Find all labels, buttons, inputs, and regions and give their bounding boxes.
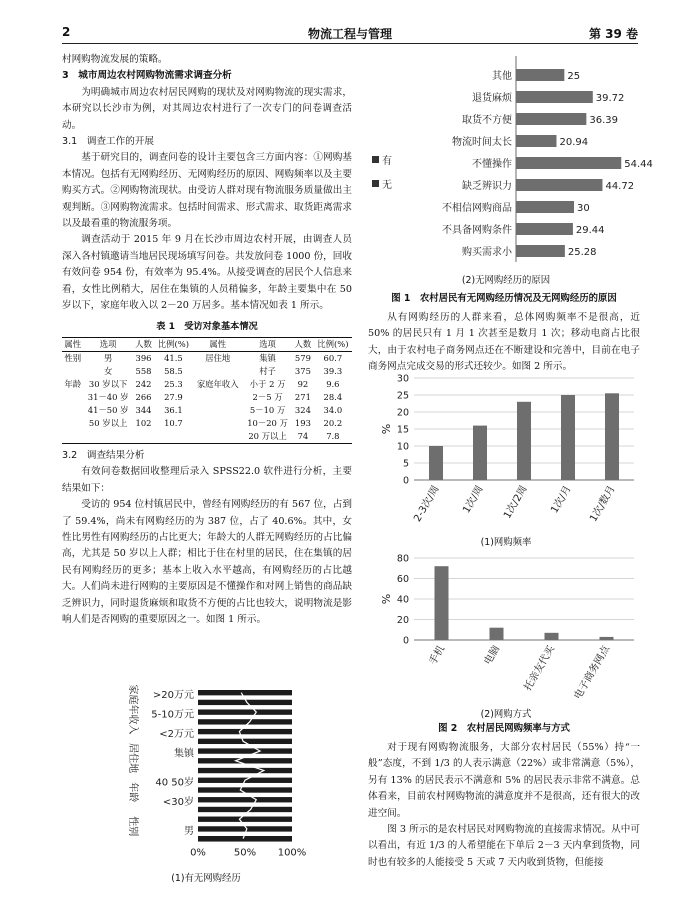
table-cell (193, 365, 243, 378)
volume-label: 第 39 卷 (588, 27, 638, 41)
table-cell: 10.7 (164, 417, 183, 428)
table-header: 选项 (243, 337, 292, 351)
table-cell: 579 (294, 352, 311, 363)
table-cell (62, 404, 84, 417)
stacked-bar (198, 787, 292, 792)
table-cell: 242 (135, 378, 152, 389)
category-label: 购买需求小 (462, 247, 512, 258)
left-column (62, 52, 352, 628)
table-1-title: 表 1 受访对象基本情况 (156, 320, 258, 332)
data-label: 29.44 (575, 225, 605, 236)
table-body (62, 351, 352, 443)
figure-2a-chart (372, 370, 640, 530)
category-label: 男 (184, 826, 194, 838)
table-cell: 25.3 (164, 378, 183, 389)
section-3-2-heading: 3.2 调查结果分析 (62, 449, 145, 461)
y-tick-label: 5 (402, 458, 409, 470)
figure-1-caption: 图 1 农村居民有无网购经历情况及无网购经历的原因 (391, 293, 617, 304)
table-cell (193, 430, 243, 444)
category-label: 取货不方便 (462, 115, 512, 126)
table-cell (193, 391, 243, 404)
journal-title: 物流工程与管理 (307, 27, 392, 41)
x-tick-label: 1次/2周 (502, 484, 530, 521)
table-cell: 2－5 万 (252, 391, 283, 402)
table-cell: 193 (294, 417, 311, 428)
data-label: 54.44 (624, 159, 653, 170)
table-cell: 村子 (259, 365, 276, 376)
table-cell: 60.7 (323, 352, 343, 363)
table-cell (84, 430, 133, 444)
group-label: 性别 (127, 816, 138, 837)
bar (516, 245, 565, 257)
table-cell: 性别 (64, 352, 82, 363)
section-3-heading: 3 城市周边农村网购物流需求调查分析 (62, 70, 232, 82)
data-label: 20.94 (559, 137, 589, 148)
table-cell: 9.6 (326, 378, 340, 389)
category-label: 不相信网购商品 (442, 203, 512, 214)
y-tick-label: 0 (402, 635, 409, 647)
table-cell (62, 365, 84, 378)
bar (516, 69, 564, 81)
paragraph: 为明确城市周边农村居民网购的现状及对网购物流的现实需求，本研究以长沙市为例，对其周边农村进行了一次专门的问卷调查活动。 (62, 86, 352, 131)
table-header: 选项 (84, 337, 133, 351)
stacked-bar (198, 690, 292, 695)
table-row (62, 404, 352, 417)
bar (561, 395, 575, 480)
bar (605, 393, 619, 480)
y-tick-label: 10 (396, 441, 409, 453)
paragraph: 对于现有网购物流服务，大部分农村居民（55%）持“一般”态度，不到 1/3 的人表示满意（22%）或非常满意（5%），另有 13% 的居民表示不满意和 5% 的居民表示非常不满意。总体看来，目前农村网购物流的满意度并不是很高，还有很大的改进空间。 (368, 742, 640, 819)
figure-1b (370, 56, 653, 288)
y-tick-label: 20 (396, 615, 409, 626)
table-cell: 102 (135, 417, 152, 428)
x-tick-label: 1次/周 (461, 484, 486, 516)
stacked-bar (198, 797, 292, 802)
table-cell (154, 430, 192, 444)
table-cell: 小于 2 万 (249, 378, 286, 389)
y-tick-label: 0 (402, 475, 409, 487)
category-label: 物流时间太长 (452, 137, 512, 148)
y-tick-label: 60 (396, 574, 409, 585)
table-cell: 36.1 (164, 404, 183, 415)
data-label: 39.72 (595, 93, 625, 104)
table-row (62, 430, 352, 444)
stacked-bar (198, 768, 292, 773)
paragraph: 受访的 954 位村镇居民中，曾经有网购经历的有 567 位，占到了 59.4%，尚未有网购经历的为 387 位，占了 40.6%。其中，女性比男性有网购经历的占比更大；年龄大的人群无网购经历的占比偏高，尤其是 50 岁以上人群；相比于住在村里的居民，住在集镇的居民有网购经历的更多；基本上收入水平越高，有网购经历的占比越大。人们尚未进行网购的主要原因是不懂操作和对网上销售的商品缺乏辨识力，同时退货麻烦和取货不方便的占比也较大，说明物流是影响人们是否网购的重要原因之一。如图 1 所示。 (62, 499, 352, 625)
x-tick-label: 2-3次/周 (412, 484, 442, 524)
category-label: <30岁 (162, 796, 194, 808)
table-cell: 男 (103, 352, 113, 363)
paragraph: 有效问卷数据回收整理后录入 SPSS22.0 软件进行分析，主要结果如下： (62, 466, 352, 494)
y-tick-label: 30 (396, 373, 409, 385)
category-label: <2万元 (159, 728, 194, 740)
table-cell: 39.3 (323, 365, 343, 376)
table-header: 人数 (133, 337, 155, 351)
table-cell: 50 岁以上 (88, 417, 128, 428)
table-row (62, 378, 352, 391)
table-cell: 41.5 (164, 352, 183, 363)
table-cell: 34.0 (323, 404, 343, 415)
stacked-bar (198, 709, 292, 714)
y-tick-label: 25 (396, 390, 409, 402)
table-1 (62, 337, 352, 444)
bar (473, 426, 487, 480)
table-cell: 324 (294, 404, 311, 415)
table-cell (62, 417, 84, 430)
stacked-bar (198, 817, 292, 822)
paragraph: 村网购物流发展的策略。 (62, 54, 168, 65)
y-tick-label: 15 (396, 424, 409, 436)
bar (516, 113, 586, 125)
figure-2-caption: 图 2 农村居民网购频率与方式 (438, 723, 570, 734)
table-header: 比例(%) (154, 337, 192, 351)
x-tick-label: 电子商务网点 (572, 644, 613, 702)
category-label: 集镇 (174, 748, 194, 760)
bar (516, 223, 573, 235)
table-cell (62, 391, 84, 404)
table-cell: 266 (135, 391, 152, 402)
figure-1a-caption: (1)有无网购经历 (171, 873, 241, 884)
table-cell: 20 万以上 (248, 430, 287, 441)
paragraph: 调查活动于 2015 年 9 月在长沙市周边农村开展，由调查人员深入各村镇邀请当地居民现场填写问卷。共发放问卷 1000 份，回收有效问卷 954 份，有效率为 95.4%。从接受调查的居民个人信息来看，女性比例稍大，居住在集镇的人员稍偏多，年龄主要集中在 50 岁以下，家庭年收入以 2－20 万居多。基本情况如表 1 所示。 (62, 234, 352, 312)
y-axis-label: % (380, 423, 393, 435)
figure-1a-chart (106, 686, 306, 866)
bar (516, 201, 574, 213)
bar (516, 157, 621, 169)
table-cell: 396 (135, 352, 152, 363)
paragraph: 基于研究目的，调查问卷的设计主要包含三方面内容：①网购基本情况。包括有无网购经历、无网购经历的原因、网购频率以及主要购买方式。②网购物流现状。由受访人群对现有物流服务质量做出主观判断。③网购物流需求。包括时间需求、形式需求、取货距离需求以及最看重的物流服务项。 (62, 152, 352, 230)
table-row (62, 391, 352, 404)
category-label: 缺乏辨识力 (462, 181, 512, 192)
category-label: 不懂操作 (472, 159, 512, 170)
stacked-bar (198, 836, 292, 841)
table-cell: 28.4 (323, 391, 343, 402)
table-cell (133, 430, 155, 444)
table-row (62, 365, 352, 378)
table-header: 属性 (193, 337, 243, 351)
category-label: 5-10万元 (151, 709, 194, 721)
legend-label: 无 (382, 180, 392, 191)
category-label: 不具备网购条件 (442, 225, 512, 236)
category-label: 其他 (492, 71, 512, 82)
figure-1b-caption: (2)无网购经历的原因 (461, 275, 551, 286)
data-label: 30 (577, 203, 590, 214)
table-cell: 558 (135, 365, 152, 376)
y-tick-label: 80 (396, 553, 409, 565)
bar (516, 91, 593, 103)
running-header (62, 22, 638, 44)
legend-swatch (372, 156, 379, 163)
data-label: 25.28 (567, 247, 597, 258)
table-header: 比例(%) (314, 337, 352, 351)
right-column-bottom (368, 740, 640, 871)
section-3-1-heading: 3.1 调查工作的开展 (62, 136, 155, 148)
data-label: 44.72 (605, 181, 635, 192)
figure-2a (372, 370, 640, 548)
x-tick-label: 电脑 (482, 644, 503, 667)
bar (517, 402, 531, 480)
y-axis-label: % (380, 593, 393, 605)
table-cell: 年龄 (64, 378, 82, 389)
table-cell: 58.5 (164, 365, 183, 376)
table-cell: 5－10 万 (249, 404, 286, 415)
x-tick-label: 50% (233, 847, 257, 859)
data-label: 36.39 (589, 115, 618, 126)
bar (516, 135, 556, 147)
bar (429, 446, 443, 480)
stacked-bar (198, 700, 292, 705)
legend-label: 有 (382, 156, 392, 167)
right-column-top (368, 310, 640, 376)
table-cell: 27.9 (164, 391, 183, 402)
data-label: 25 (567, 71, 581, 82)
x-tick-label: 0% (190, 847, 206, 859)
table-cell: 7.8 (326, 430, 340, 441)
table-cell: 375 (294, 365, 311, 376)
table-cell (193, 417, 243, 430)
table-cell (193, 404, 243, 417)
page-number: 2 (62, 25, 71, 39)
table-cell: 92 (297, 378, 309, 389)
group-label: 年龄 (127, 782, 138, 803)
table-cell (62, 430, 84, 444)
bar (545, 633, 559, 640)
table-row (62, 351, 352, 365)
table-cell: 20.2 (323, 417, 343, 428)
group-label: 居住地 (127, 743, 138, 774)
x-tick-label: 1次/月 (549, 484, 574, 516)
bar (490, 628, 504, 640)
x-tick-label: 1次/数月 (588, 484, 618, 524)
table-cell: 31－40 岁 (87, 391, 129, 402)
category-label: 40 50岁 (155, 777, 194, 789)
table-header-row (62, 337, 352, 351)
table-cell: 30 岁以下 (88, 378, 128, 389)
stacked-bar (198, 729, 292, 734)
figure-2a-caption: (1)网购频率 (480, 537, 532, 548)
y-tick-label: 20 (396, 407, 409, 419)
figure-2b (372, 550, 640, 720)
x-tick-label: 手机 (427, 644, 448, 667)
legend-swatch (372, 180, 379, 187)
table-cell: 家庭年收入 (196, 378, 239, 389)
figure-2b-chart (372, 550, 640, 702)
bar (435, 566, 449, 640)
table-cell: 10－20 万 (247, 417, 288, 428)
stacked-bar (198, 739, 292, 744)
bar (600, 637, 614, 640)
table-row (62, 417, 352, 430)
paragraph: 图 3 所示的是农村居民对网购物流的直接需求情况。从中可以看出，有近 1/3 的人希望能在下单后 2－3 天内拿到货物，同时也有较多的人能接受 5 天或 7 天内收到货物，但能接 (368, 824, 640, 868)
table-header: 人数 (292, 337, 314, 351)
table-cell: 居住地 (205, 352, 231, 363)
y-tick-label: 40 (396, 594, 409, 606)
figure-1b-chart (370, 56, 653, 268)
paragraph: 从有网购经历的人群来看，总体网购频率不是很高，近 50% 的居民只有 1 月 1 次甚至是数月 1 次；移动电商占比很大，由于农村电子商务网点还在不断建设和完善中，目前在电子商务网点完成交易的形式还较少。如图 2 所示。 (368, 312, 640, 373)
table-header: 属性 (62, 337, 84, 351)
table-cell: 集镇 (259, 352, 276, 363)
category-label: >20万元 (152, 689, 194, 701)
stacked-bar (198, 719, 292, 724)
figure-1a (106, 686, 306, 882)
table-cell: 74 (297, 430, 309, 441)
x-tick-label: 托亲友代买 (522, 644, 558, 693)
x-tick-label: 100% (277, 847, 307, 859)
group-label: 家庭年收入 (127, 684, 138, 735)
stacked-bar (198, 807, 292, 812)
bar (516, 179, 602, 191)
table-cell: 41－50 岁 (87, 404, 129, 415)
table-cell: 女 (103, 365, 113, 376)
category-label: 退货麻烦 (472, 93, 512, 104)
stacked-bar (198, 748, 292, 753)
table-cell: 271 (294, 391, 311, 402)
stacked-bar (198, 758, 292, 763)
figure-2b-caption: (2)网购方式 (480, 709, 532, 720)
table-cell: 344 (135, 404, 152, 415)
